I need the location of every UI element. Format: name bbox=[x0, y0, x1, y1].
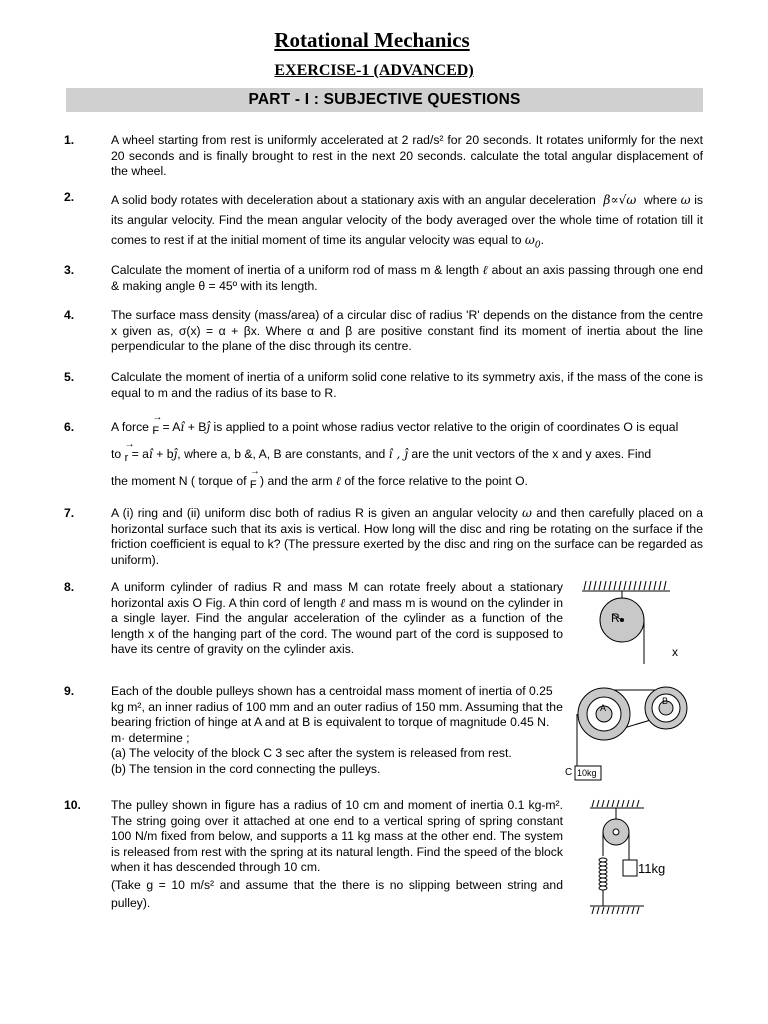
question-text: about an axis passing through one end & making angle θ = 45º with its length. bbox=[111, 263, 704, 293]
question-note: (Take g = 10 m/s² and assume that the there is no slipping between string and pulley). bbox=[111, 877, 563, 910]
label-B: B bbox=[662, 696, 669, 706]
unit-j-symbol: ĵ bbox=[173, 447, 178, 461]
question-text: = A bbox=[162, 420, 181, 434]
question-number: 4. bbox=[64, 308, 75, 322]
label-x: x bbox=[672, 645, 678, 659]
question-number: 7. bbox=[64, 506, 75, 520]
question-text: Calculate the moment of inertia of a uniform solid cone relative to its symmetry axis, if the mass of the cone is equal to m and the radius of its base to R. bbox=[111, 370, 703, 400]
unit-j-symbol: ĵ bbox=[206, 420, 211, 434]
question-text: of the force relative to the point O. bbox=[344, 474, 528, 488]
question-text: The pulley shown in figure has a radius of 10 cm and moment of inertia 0.1 kg-m². The string going over it attached at one end to a vertical spring of spring constant 100 N/m fixed from below, and supports a 11 kg mass at the other end. The system is released from rest with the spring at its natural length. Find the speed of the block when it has descended through 10 cm. bbox=[111, 798, 563, 874]
question-text: Each of the double pulleys shown has a centroidal mass moment of inertia of 0.25 kg m², an inner radius of 100 mm and an outer radius of 150 mm. Assuming that the bearing friction of hinge at A and at B is equivalent to torque of magnitude 0.45 N. m· determine ; bbox=[111, 684, 563, 745]
question-text: ) and the arm bbox=[260, 474, 333, 488]
question-text: + B bbox=[187, 420, 207, 434]
cylinder-cord-figure bbox=[578, 578, 678, 664]
question-number: 1. bbox=[64, 133, 75, 147]
question-text: A (i) ring and (ii) uniform disc both of radius R is given an angular velocity bbox=[111, 506, 518, 520]
question-part-a: (a) The velocity of the block C 3 sec after the system is released from rest. bbox=[111, 746, 512, 760]
question-text: A uniform cylinder of radius R and mass M can rotate freely about a stationary horizontal axis O Fig. A thin cord of length bbox=[111, 580, 563, 610]
ell-symbol: ℓ bbox=[340, 595, 346, 610]
label-C: C bbox=[565, 767, 573, 778]
question-text: Calculate the moment of inertia of a uniform rod of mass m & length bbox=[111, 263, 480, 277]
omega-symbol: ω bbox=[522, 506, 532, 520]
block-mass-label: 10kg bbox=[577, 768, 597, 778]
spring bbox=[599, 858, 607, 890]
part-header-bar: PART - I : SUBJECTIVE QUESTIONS bbox=[66, 88, 703, 112]
question-text: and mass m is wound on the cylinder in a single layer. Find the angular acceleration of the cylinder as a function of the length x of the hanging part of the cord. The wound part of the cord is supposed to have its centre of gravity on the cylinder axis. bbox=[111, 595, 564, 656]
radius-vector-symbol: → r bbox=[124, 439, 135, 464]
question-text: is applied to a point whose radius vector relative to the origin of coordinates O is equal bbox=[213, 420, 679, 434]
question-text: The surface mass density (mass/area) of a circular disc of radius 'R' depends on the distance from the centre x given as, σ(x) = α + βx. Where α and β are positive constant find its moment of inertia about the line perpendicular to the plane of the disc through its centre. bbox=[111, 308, 703, 353]
question-text: and then carefully placed on a horizontal surface such that its axis is vertical. How long will the disc and ring be rotating on the surface if the friction coefficient is equal to k? (The pressure exerted by the disc and ring on the surface can be regarded as uniform). bbox=[111, 506, 704, 567]
question-number: 2. bbox=[64, 190, 75, 204]
spring-pulley-figure bbox=[588, 798, 668, 918]
beta-proportional-sqrt-omega: β∝√ω bbox=[603, 193, 637, 207]
omega-symbol: ω bbox=[680, 193, 691, 207]
omega-zero-symbol: $\omega_0$ bbox=[524, 233, 541, 251]
unit-vectors-symbol: î , ĵ bbox=[388, 447, 408, 461]
question-text: the moment N ( torque of bbox=[111, 474, 247, 488]
question-text: = a bbox=[131, 447, 149, 461]
question-number: 8. bbox=[64, 580, 75, 594]
question-number: 6. bbox=[64, 420, 75, 434]
question-text: + b bbox=[156, 447, 174, 461]
page-title: Rotational Mechanics bbox=[274, 28, 470, 52]
question-text: A wheel starting from rest is uniformly accelerated at 2 rad/s² for 20 seconds. It rotates uniformly for the next 20 seconds and is finally brought to rest in the next 20 seconds. calculate the total angular displacement of the wheel. bbox=[111, 133, 703, 178]
question-text: to bbox=[111, 447, 122, 461]
question-text: A solid body rotates with deceleration about a stationary axis with an angular deceleration bbox=[111, 193, 596, 207]
question-text: are the unit vectors of the x and y axes. Find bbox=[411, 447, 652, 461]
label-R: R bbox=[611, 611, 620, 625]
question-number: 9. bbox=[64, 684, 75, 698]
question-text: is its angular velocity. Find the mean angular velocity of the body averaged over the whole time of rotation till it comes to rest if at the initial moment of time its angular velocity was equal to bbox=[111, 193, 704, 247]
question-number: 5. bbox=[64, 370, 75, 384]
hanging-mass bbox=[623, 860, 637, 876]
ell-symbol: ℓ bbox=[335, 474, 341, 488]
exercise-subtitle: EXERCISE-1 (ADVANCED) bbox=[274, 62, 474, 79]
force-vector-symbol: → F bbox=[249, 466, 260, 491]
question-text: where bbox=[643, 193, 678, 207]
question-number: 3. bbox=[64, 263, 75, 277]
unit-i-symbol: î bbox=[180, 420, 185, 434]
question-part-b: (b) The tension in the cord connecting the pulleys. bbox=[111, 761, 381, 776]
question-number: 10. bbox=[64, 798, 81, 812]
unit-i-symbol: î bbox=[148, 447, 153, 461]
ell-symbol: ℓ bbox=[482, 263, 488, 277]
label-A: A bbox=[600, 703, 607, 713]
mass-11kg-label: 11kg bbox=[638, 861, 666, 876]
ceiling-hatch bbox=[582, 581, 670, 591]
force-vector-symbol: → F bbox=[152, 412, 163, 437]
question-text: A force bbox=[111, 420, 149, 434]
question-text: , where a, b &, A, B are constants, and bbox=[177, 447, 386, 461]
